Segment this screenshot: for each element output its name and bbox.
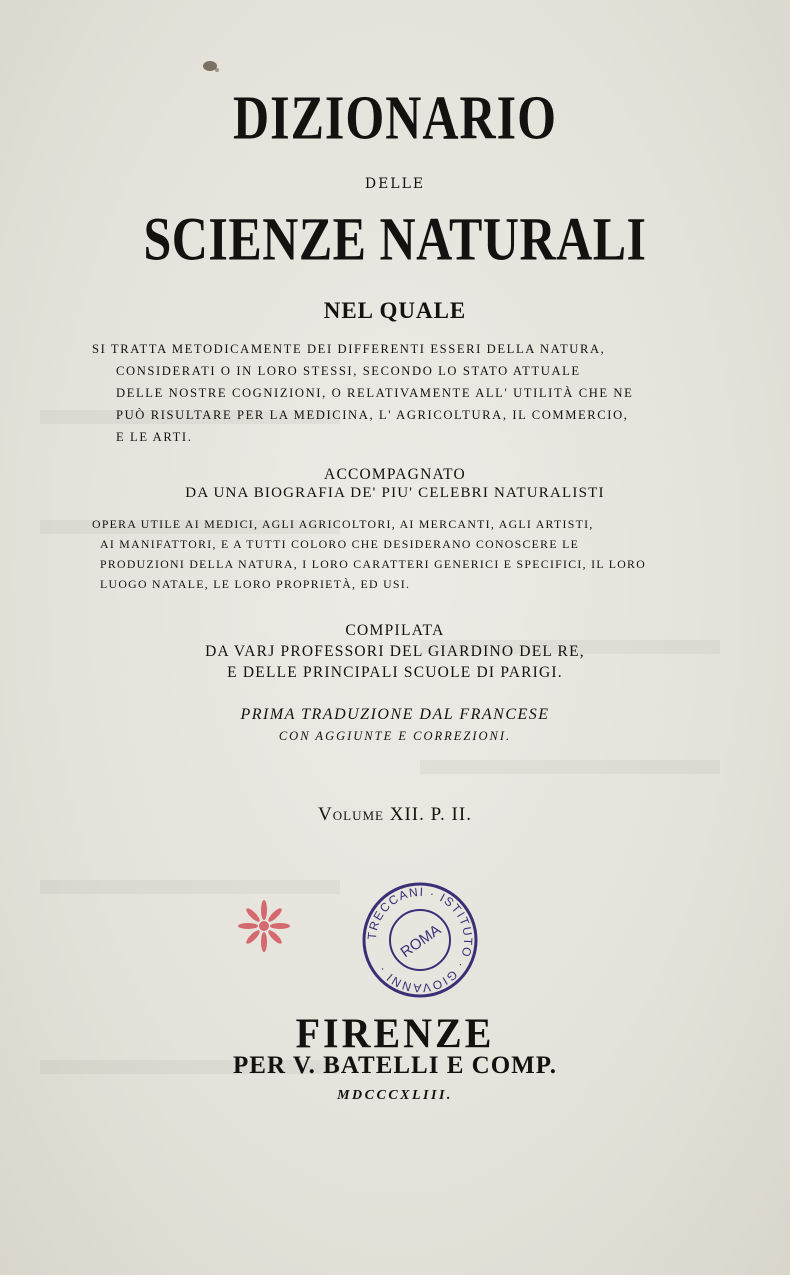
stamp-ring-text: TRECCANI · ISTITUTO · GIOVANNI · — [364, 884, 476, 996]
description-line: E LE ARTI. — [116, 430, 193, 444]
description-paragraph — [92, 338, 672, 448]
usefulness-paragraph — [92, 514, 670, 594]
usefulness-line: LUOGO NATALE, LE LORO PROPRIETÀ, ED USI. — [100, 577, 411, 591]
description-line: SI TRATTA METODICAMENTE DEI DIFFERENTI ESSERI DELLA NATURA, — [92, 342, 606, 356]
red-flower-mark-icon — [236, 898, 292, 954]
authors-line-2: E DELLE PRINCIPALI SCUOLE DI PARIGI. — [227, 664, 563, 681]
city-imprint: FIRENZE — [295, 1009, 495, 1058]
translation-note: CON AGGIUNTE E CORREZIONI. — [278, 729, 512, 743]
publication-year: MDCCCXLIII. — [337, 1088, 453, 1103]
compilata-heading: COMPILATA — [345, 622, 445, 639]
subject-title: SCIENZE NATURALI — [143, 204, 647, 274]
volume-label: Volume XII. P. II. — [318, 804, 472, 825]
publisher-imprint: PER V. BATELLI E COMP. — [233, 1052, 557, 1079]
biografia-line: DA UNA BIOGRAFIA DE' PIU' CELEBRI NATURALISTI — [185, 485, 605, 501]
authors-line-1: DA VARJ PROFESSORI DEL GIARDINO DEL RE, — [205, 643, 585, 660]
ink-spot — [200, 58, 220, 74]
usefulness-line: AI MANIFATTORI, E A TUTTI COLORO CHE DESIDERANO CONOSCERE LE — [100, 537, 580, 551]
translation-line: PRIMA TRADUZIONE DAL FRANCESE — [240, 706, 550, 723]
description-line: CONSIDERATI O IN LORO STESSI, SECONDO LO STATO ATTUALE — [116, 364, 581, 378]
title-connector: DELLE — [364, 176, 426, 192]
library-stamp — [360, 880, 480, 1000]
usefulness-line: PRODUZIONI DELLA NATURA, I LORO CARATTERI GENERICI E SPECIFICI, IL LORO — [100, 557, 647, 571]
accompagnato-heading: ACCOMPAGNATO — [324, 466, 466, 483]
stamp-center-text: ROMA — [397, 921, 445, 962]
main-title: DIZIONARIO — [233, 82, 557, 152]
bleed-line — [420, 760, 720, 774]
nel-quale-heading: NEL QUALE — [323, 298, 467, 323]
usefulness-line: OPERA UTILE AI MEDICI, AGLI AGRICOLTORI, AI MERCANTI, AGLI ARTISTI, — [92, 517, 594, 531]
bleed-line — [40, 880, 340, 894]
description-line: DELLE NOSTRE COGNIZIONI, O RELATIVAMENTE ALL' UTILITÀ CHE NE — [116, 386, 634, 400]
description-line: PUÒ RISULTARE PER LA MEDICINA, L' AGRICOLTURA, IL COMMERCIO, — [116, 408, 629, 422]
